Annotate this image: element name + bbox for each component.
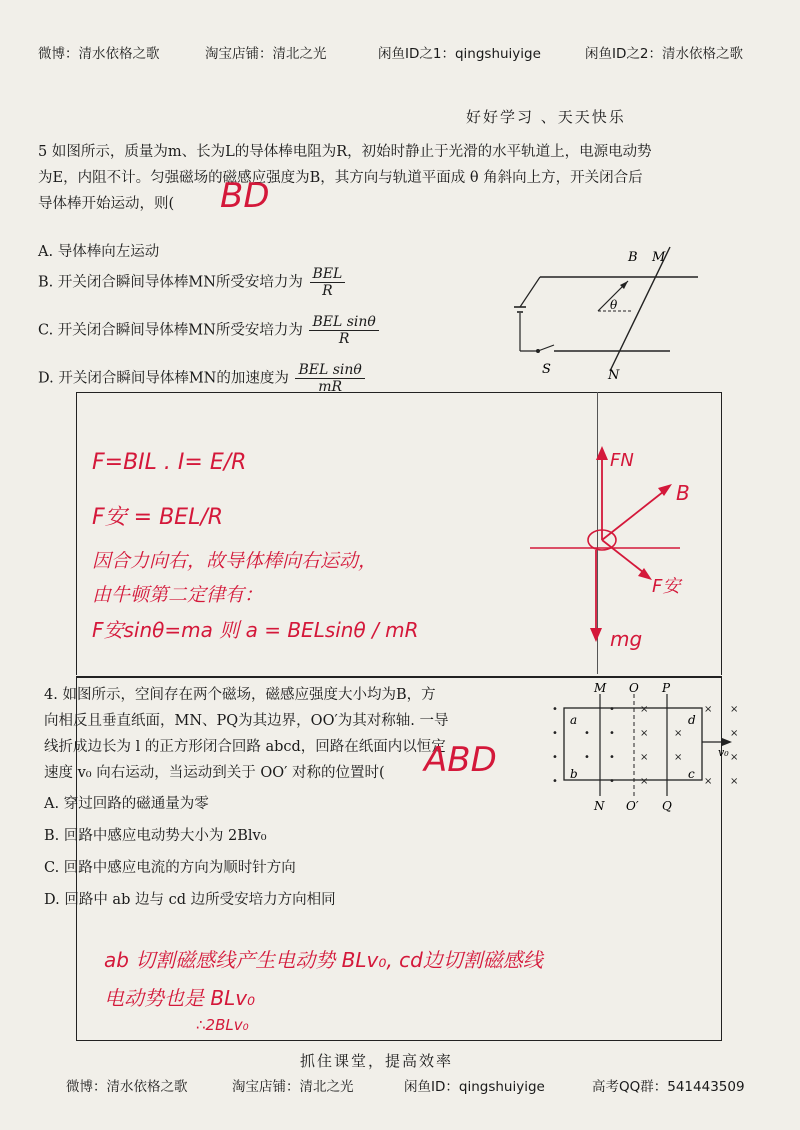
q5-solution-line5: F安sinθ=ma 则 a = BELsinθ / mR	[92, 618, 419, 642]
q5-option-b-num: BEL	[310, 266, 346, 283]
q5-figure-label-m: M	[652, 250, 666, 265]
q5-answer-mark: BD	[220, 176, 270, 216]
q5-option-b-fraction	[310, 266, 346, 299]
q4-label-c: c	[688, 767, 695, 781]
q4-label-b: b	[570, 767, 578, 781]
q4-label-o-prime: O′	[626, 799, 639, 813]
q5-solution-line3: 因合力向右，故导体棒向右运动，	[92, 550, 378, 572]
header-weibo: 微博：清水依格之歌	[38, 46, 160, 62]
q4-option-a: A. 穿过回路的磁通量为零	[44, 796, 209, 812]
q5-option-d	[38, 362, 365, 395]
q5-stem-line2: 为E，内阻不计。匀强磁场的磁感应强度为B，其方向与轨道平面成 θ 角斜向上方，开关闭合后	[38, 170, 643, 186]
q4-label-p: P	[662, 681, 671, 695]
q5-option-a: A. 导体棒向左运动	[38, 244, 160, 260]
q5-stem-line1: 5 如图所示，质量为m、长为L的导体棒电阻为R，初始时静止于光滑的水平轨道上，电源电动势	[38, 144, 652, 160]
svg-text:•: •	[609, 776, 615, 787]
q5-force-label-fan: F安	[652, 576, 681, 597]
svg-text:•: •	[552, 776, 558, 787]
q5-option-b-den: R	[322, 283, 333, 299]
q4-label-m: M	[594, 681, 607, 695]
q4-field-dots	[552, 704, 615, 787]
q5-figure-label-b: B	[628, 250, 638, 265]
q4-stem-line4: 速度 v₀ 向右运动，当运动到关于 OO′ 对称的位置时(	[44, 765, 385, 781]
q4-label-v0: v₀	[718, 746, 729, 759]
q4-stem-line1: 4. 如图所示，空间存在两个磁场，磁感应强度大小均为B，方	[44, 687, 436, 703]
q4-option-d: D. 回路中 ab 边与 cd 边所受安培力方向相同	[44, 892, 336, 908]
svg-text:×: ×	[704, 704, 713, 715]
q5-solution-line2: F安 = BEL/R	[92, 505, 224, 530]
q5-force-label-fn: FN	[610, 450, 634, 471]
footer-weibo: 微博：清水依格之歌	[66, 1079, 188, 1095]
q4-label-d: d	[688, 713, 696, 727]
motto-bottom: 抓住课堂，提高效率	[300, 1052, 454, 1070]
q4-solution-line3: ∴2BLv₀	[196, 1016, 249, 1034]
footer-xianyu: 闲鱼ID：qingshuiyige	[404, 1079, 545, 1095]
q4-option-b: B. 回路中感应电动势大小为 2Blv₀	[44, 828, 267, 844]
svg-text:•: •	[552, 704, 558, 715]
motto-top: 好好学习 、天天快乐	[466, 108, 626, 126]
header-taobao: 淘宝店铺：清北之光	[205, 46, 327, 62]
q5-option-d-fraction	[295, 362, 364, 395]
svg-text:•: •	[609, 728, 615, 739]
svg-text:×: ×	[640, 776, 649, 787]
q4-option-c: C. 回路中感应电流的方向为顺时针方向	[44, 860, 296, 876]
q5-solution-line1: F=BIL . I= E/R	[92, 450, 247, 475]
svg-text:×: ×	[730, 776, 739, 787]
q5-figure-label-n: N	[608, 368, 620, 383]
q4-label-n: N	[594, 799, 605, 813]
q5-figure-label-s: S	[542, 362, 551, 377]
svg-text:×: ×	[730, 704, 739, 715]
svg-text:•: •	[552, 728, 558, 739]
svg-text:•: •	[584, 728, 590, 739]
q5-option-c-fraction	[309, 314, 378, 347]
q5-option-c	[38, 314, 379, 347]
svg-text:×: ×	[640, 752, 649, 763]
q5-circuit-figure	[500, 245, 720, 385]
footer-taobao: 淘宝店铺：清北之光	[232, 1079, 354, 1095]
footer-qq: 高考QQ群：541443509	[592, 1079, 745, 1095]
q5-option-d-num: BEL sinθ	[295, 362, 364, 379]
q4-stem-line2: 向相反且垂直纸面，MN、PQ为其边界，OO′为其对称轴. 一导	[44, 713, 449, 729]
q4-label-a: a	[570, 713, 578, 727]
q4-field-figure	[512, 680, 742, 812]
q4-solution-line1: ab 切割磁感线产生电动势 BLv₀, cd边切割磁感线	[104, 948, 543, 972]
q4-label-o: O	[629, 681, 639, 695]
svg-text:•: •	[609, 752, 615, 763]
q5-solution-line4: 由牛顿第二定律有：	[92, 584, 264, 606]
svg-text:×: ×	[674, 752, 683, 763]
q5-option-b	[38, 266, 345, 299]
svg-text:•: •	[584, 752, 590, 763]
svg-text:×: ×	[674, 728, 683, 739]
q5-figure-label-theta: θ	[610, 298, 618, 312]
svg-text:×: ×	[730, 728, 739, 739]
q4-stem-line3: 线折成边长为 l 的正方形闭合回路 abcd，回路在纸面内以恒定	[44, 739, 446, 755]
q4-solution-line2: 电动势也是 BLv₀	[104, 986, 256, 1010]
svg-text:•: •	[609, 704, 615, 715]
q5-force-diagram	[530, 440, 720, 670]
q5-option-b-text: B. 开关闭合瞬间导体棒MN所受安培力为	[38, 274, 303, 291]
q5-force-label-b: B	[676, 481, 690, 505]
svg-text:×: ×	[704, 776, 713, 787]
q5-option-d-den: mR	[318, 379, 343, 395]
q5-option-c-text: C. 开关闭合瞬间导体棒MN所受安培力为	[38, 322, 303, 339]
header-xianyu-1: 闲鱼ID之1：qingshuiyige	[378, 46, 541, 62]
header-xianyu-2: 闲鱼ID之2：清水依格之歌	[585, 46, 743, 62]
q4-label-q: Q	[662, 799, 672, 813]
q5-option-d-text: D. 开关闭合瞬间导体棒MN的加速度为	[38, 370, 289, 387]
q4-answer-mark: ABD	[424, 740, 497, 780]
svg-text:•: •	[552, 752, 558, 763]
q5-option-c-num: BEL sinθ	[309, 314, 378, 331]
svg-text:×: ×	[640, 728, 649, 739]
q5-option-c-den: R	[338, 331, 350, 347]
q5-force-label-mg: mg	[610, 627, 643, 651]
svg-text:×: ×	[730, 752, 739, 763]
svg-text:×: ×	[640, 704, 649, 715]
q5-stem-line3: 导体棒开始运动，则(	[38, 196, 175, 212]
